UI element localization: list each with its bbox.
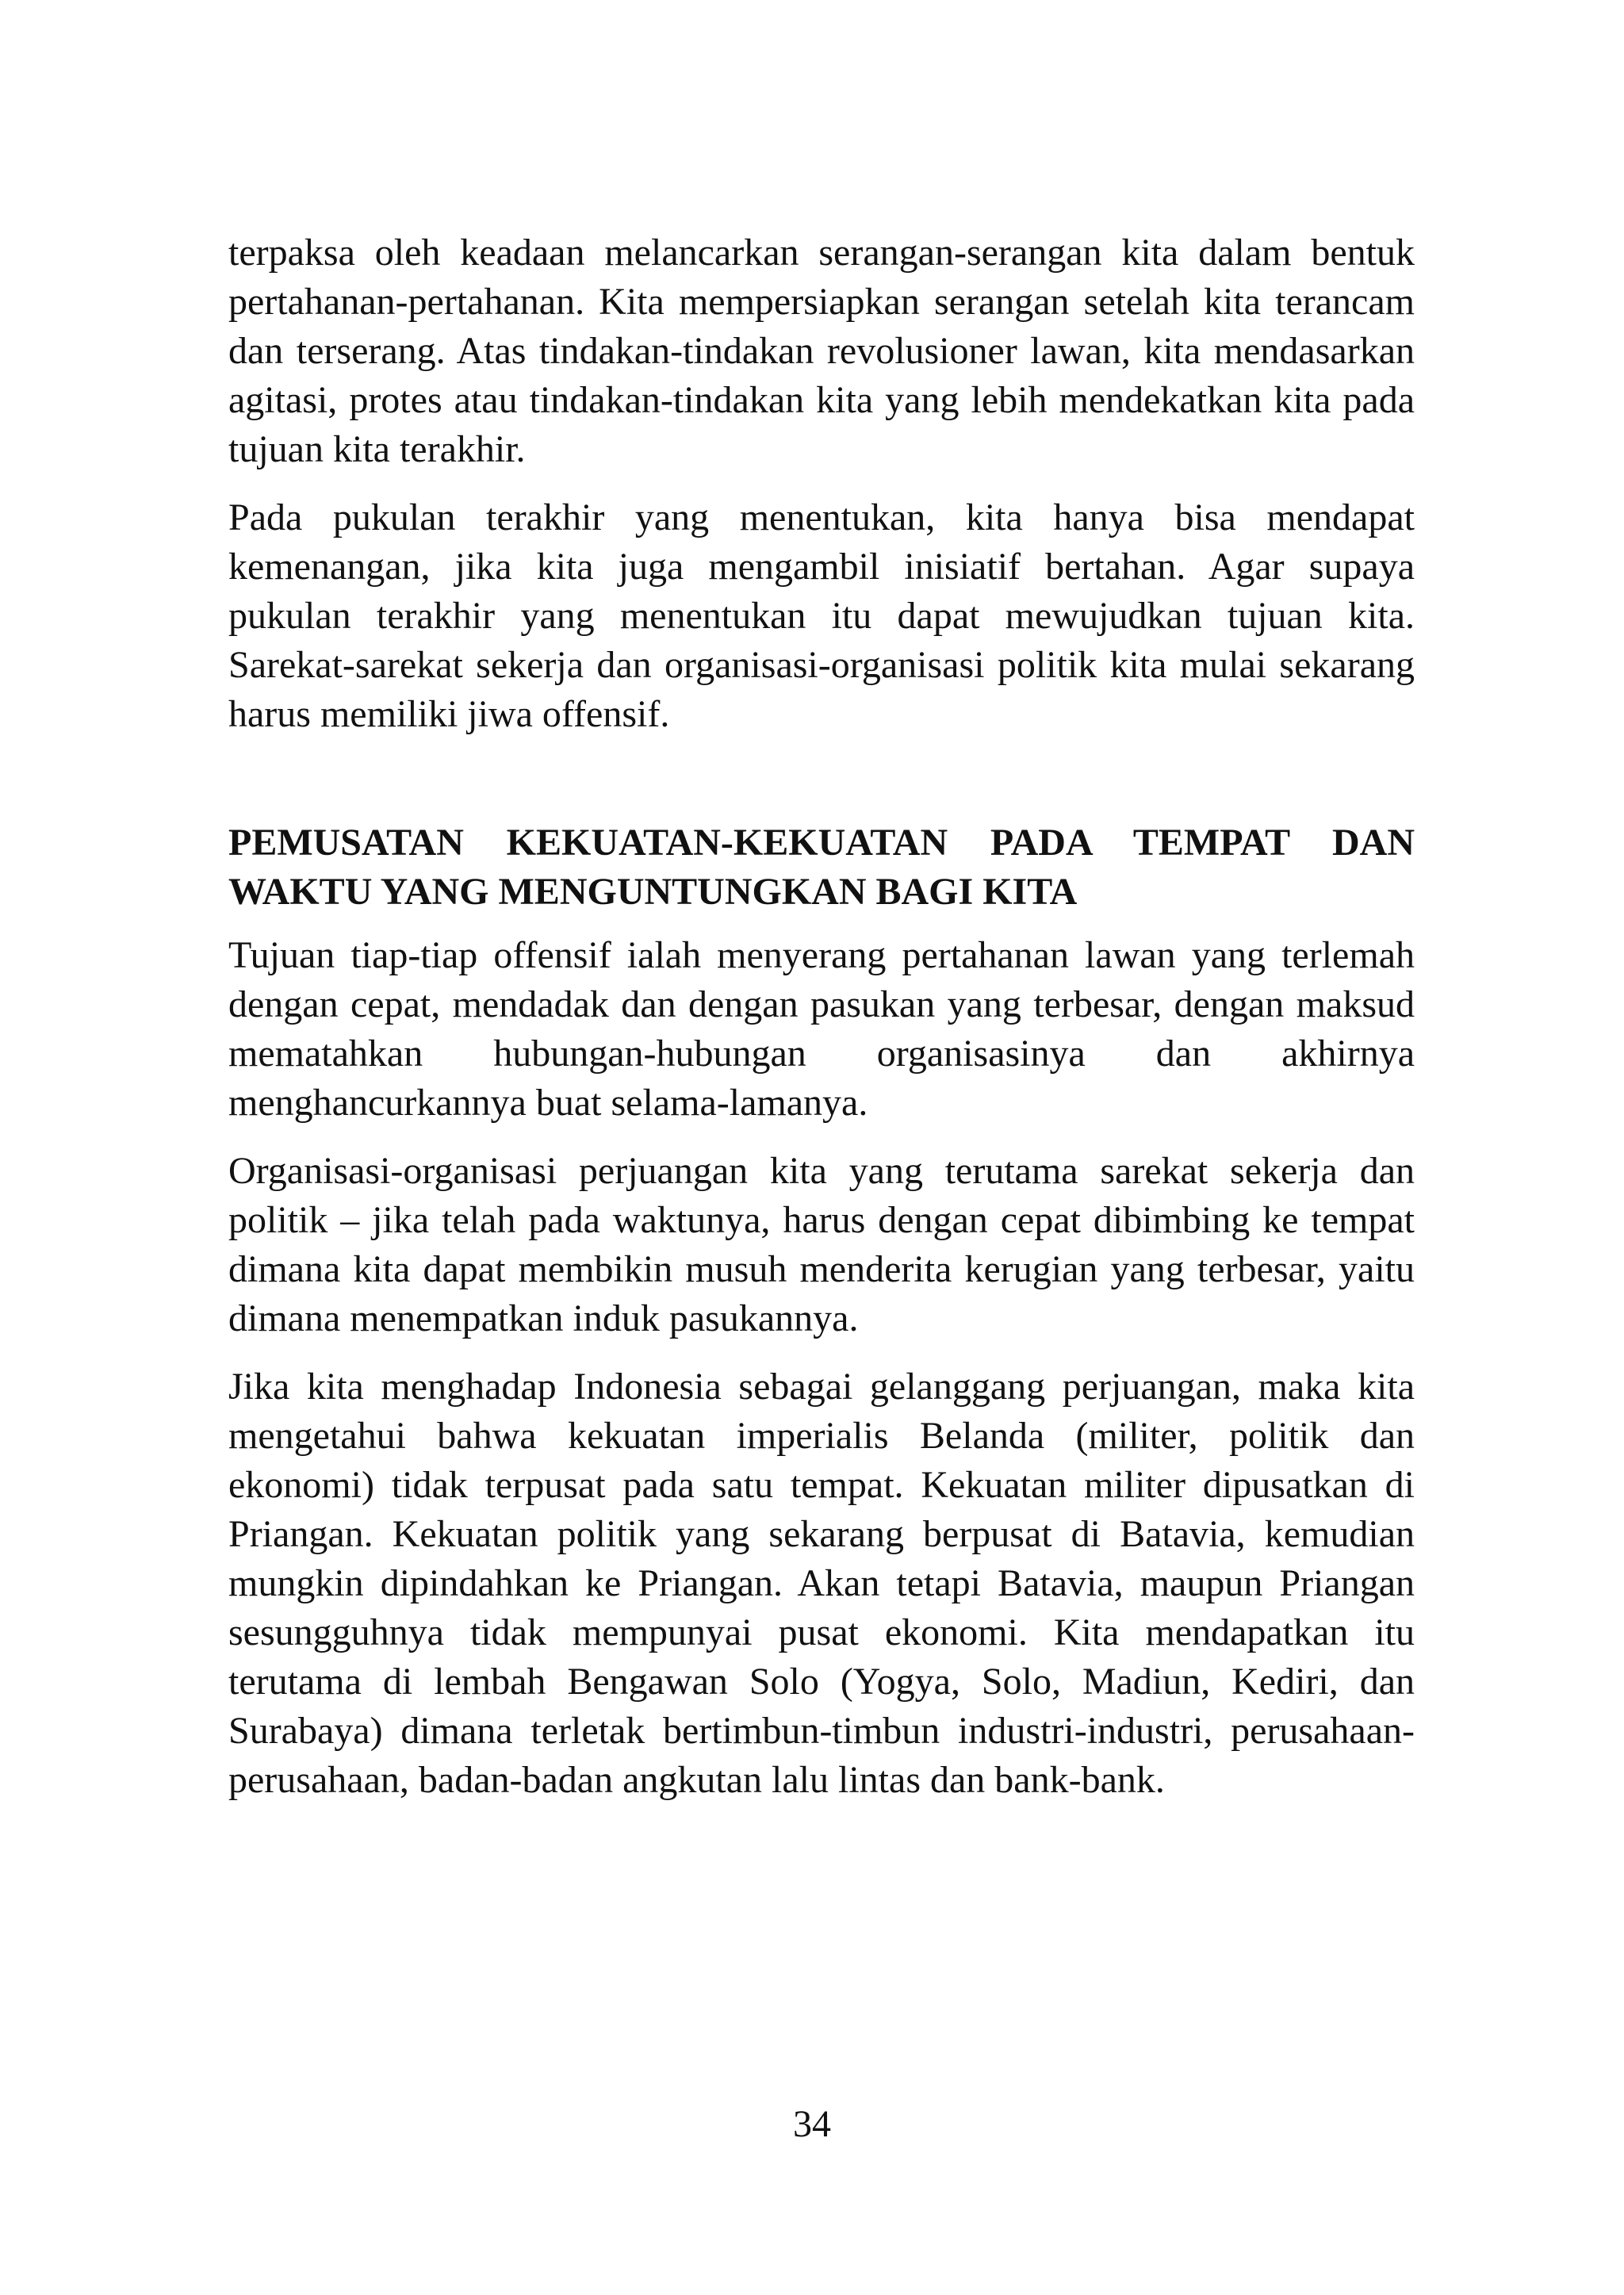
paragraph-5: Jika kita menghadap Indonesia sebagai gelanggang perjuangan, maka kita mengetahui bahwa kekuatan imperialis Belanda (militer, politik dan ekonomi) tidak terpusat pada satu tempat. Kekuatan militer dipusatkan di Priangan. Kekuatan politik yang sekarang berpusat di Batavia, kemudian mungkin dipindahkan ke Priangan. Akan tetapi Batavia, maupun Priangan sesungguhnya tidak mempunyai pusat ekonomi. Kita mendapatkan itu terutama di lembah Bengawan Solo (Yogya, Solo, Madiun, Kediri, dan Surabaya) dimana terletak bertimbun-timbun industri-industri, perusahaan-perusahaan, badan-badan angkutan lalu lintas dan bank-bank. xyxy=(228,1366,1415,1801)
paragraph-3: Tujuan tiap-tiap offensif ialah menyerang pertahanan lawan yang terlemah dengan cepat, mendadak dan dengan pasukan yang terbesar, dengan maksud mematahkan hubungan-hubungan organisasinya dan akhirnya menghancurkannya buat selama-lamanya. xyxy=(228,934,1415,1124)
page-body xyxy=(228,228,1415,1824)
page-number: 34 xyxy=(793,2103,831,2145)
section-heading: PEMUSATAN KEKUATAN-KEKUATAN PADA TEMPAT DAN WAKTU YANG MENGUNTUNGKAN BAGI KITA xyxy=(228,822,1415,913)
paragraph-2: Pada pukulan terakhir yang menentukan, kita hanya bisa mendapat kemenangan, jika kita juga mengambil inisiatif bertahan. Agar supaya pukulan terakhir yang menentukan itu dapat mewujudkan tujuan kita. Sarekat-sarekat sekerja dan organisasi-organisasi politik kita mulai sekarang harus memiliki jiwa offensif. xyxy=(228,496,1415,735)
paragraph-4: Organisasi-organisasi perjuangan kita yang terutama sarekat sekerja dan politik – jika telah pada waktunya, harus dengan cepat dibimbing ke tempat dimana kita dapat membikin musuh menderita kerugian yang terbesar, yaitu dimana menempatkan induk pasukannya. xyxy=(228,1150,1415,1339)
paragraph-1: terpaksa oleh keadaan melancarkan serangan-serangan kita dalam bentuk pertahanan-pertahanan. Kita mempersiapkan serangan setelah kita terancam dan terserang. Atas tindakan-tindakan revolusioner lawan, kita mendasarkan agitasi, protes atau tindakan-tindakan kita yang lebih mendekatkan kita pada tujuan kita terakhir. xyxy=(228,232,1415,470)
